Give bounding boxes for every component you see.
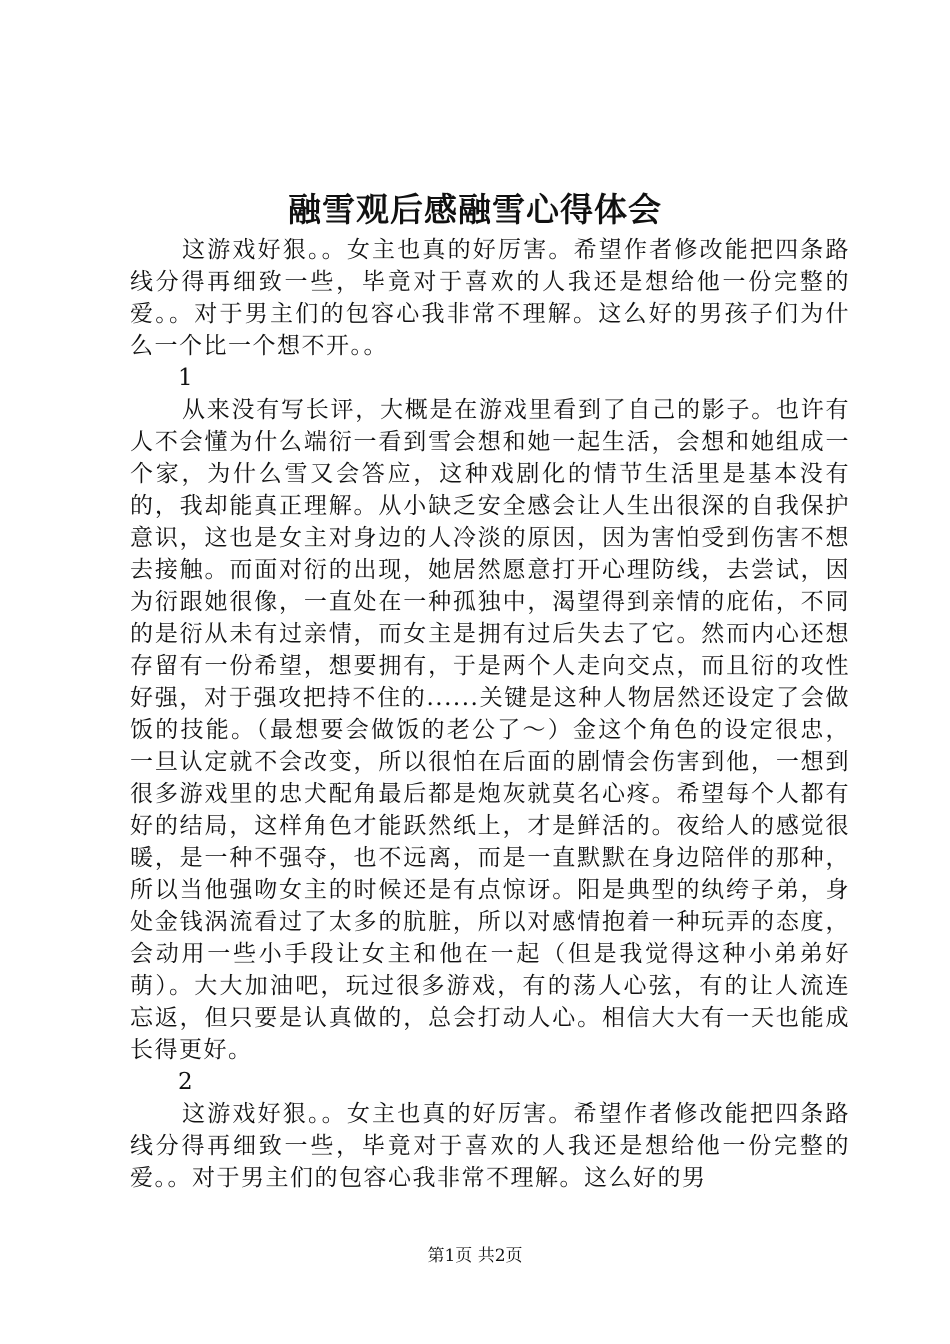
paragraph-repeat: 这游戏好狠。。女主也真的好厉害。希望作者修改能把四条路线分得再细致一些，毕竟对于喜欢的人我还是想给他一份完整的爱。。对于男主们的包容心我非常不理解。这么好的男 — [130, 1101, 850, 1191]
document-body — [130, 234, 850, 1194]
paragraph-review: 从来没有写长评，大概是在游戏里看到了自己的影子。也许有人不会懂为什么端衍一看到雪会想和她一起生活，会想和她组成一个家，为什么雪又会答应，这种戏剧化的情节生活里是基本没有的，我却能真正理解。从小缺乏安全感会让人生出很深的自我保护意识，这也是女主对身边的人冷淡的原因，因为害怕受到伤害不想去接触。而面对衍的出现，她居然愿意打开心理防线，去尝试，因为衍跟她很像，一直处在一种孤独中，渴望得到亲情的庇佑，不同的是衍从未有过亲情，而女主是拥有过后失去了它。然而内心还想存留有一份希望，想要拥有，于是两个人走向交点，而且衍的攻性好强，对于强攻把持不住的......关键是这种人物居然还设定了会做饭的技能。（最想要会做饭的老公了～）金这个角色的设定很忠，一旦认定就不会改变，所以很怕在后面的剧情会伤害到他，一想到很多游戏里的忠犬配角最后都是炮灰就莫名心疼。希望每个人都有好的结局，这样角色才能跃然纸上，才是鲜活的。夜给人的感觉很暖，是一种不强夺，也不远离，而是一直默默在身边陪伴的那种，所以当他强吻女主的时候还是有点惊讶。阳是典型的纨绔子弟，身处金钱涡流看过了太多的肮脏，所以对感情抱着一种玩弄的态度，会动用一些小手段让女主和他在一起（但是我觉得这种小弟弟好萌）。大大加油吧，玩过很多游戏，有的荡人心弦，有的让人流连忘返，但只要是认真做的，总会打动人心。相信大大有一天也能成长得更好。 — [130, 397, 850, 1063]
section-number: 2 — [178, 1069, 193, 1095]
page-footer: 第1页 共2页 — [427, 1246, 523, 1266]
document-title: 融雪观后感融雪心得体会 — [288, 190, 662, 229]
paragraph-intro: 这游戏好狠。。女主也真的好厉害。希望作者修改能把四条路线分得再细致一些，毕竟对于喜欢的人我还是想给他一份完整的爱。。对于男主们的包容心我非常不理解。这么好的男孩子们为什么一个比一个想不开。。 — [130, 237, 850, 359]
section-number: 1 — [178, 365, 193, 391]
